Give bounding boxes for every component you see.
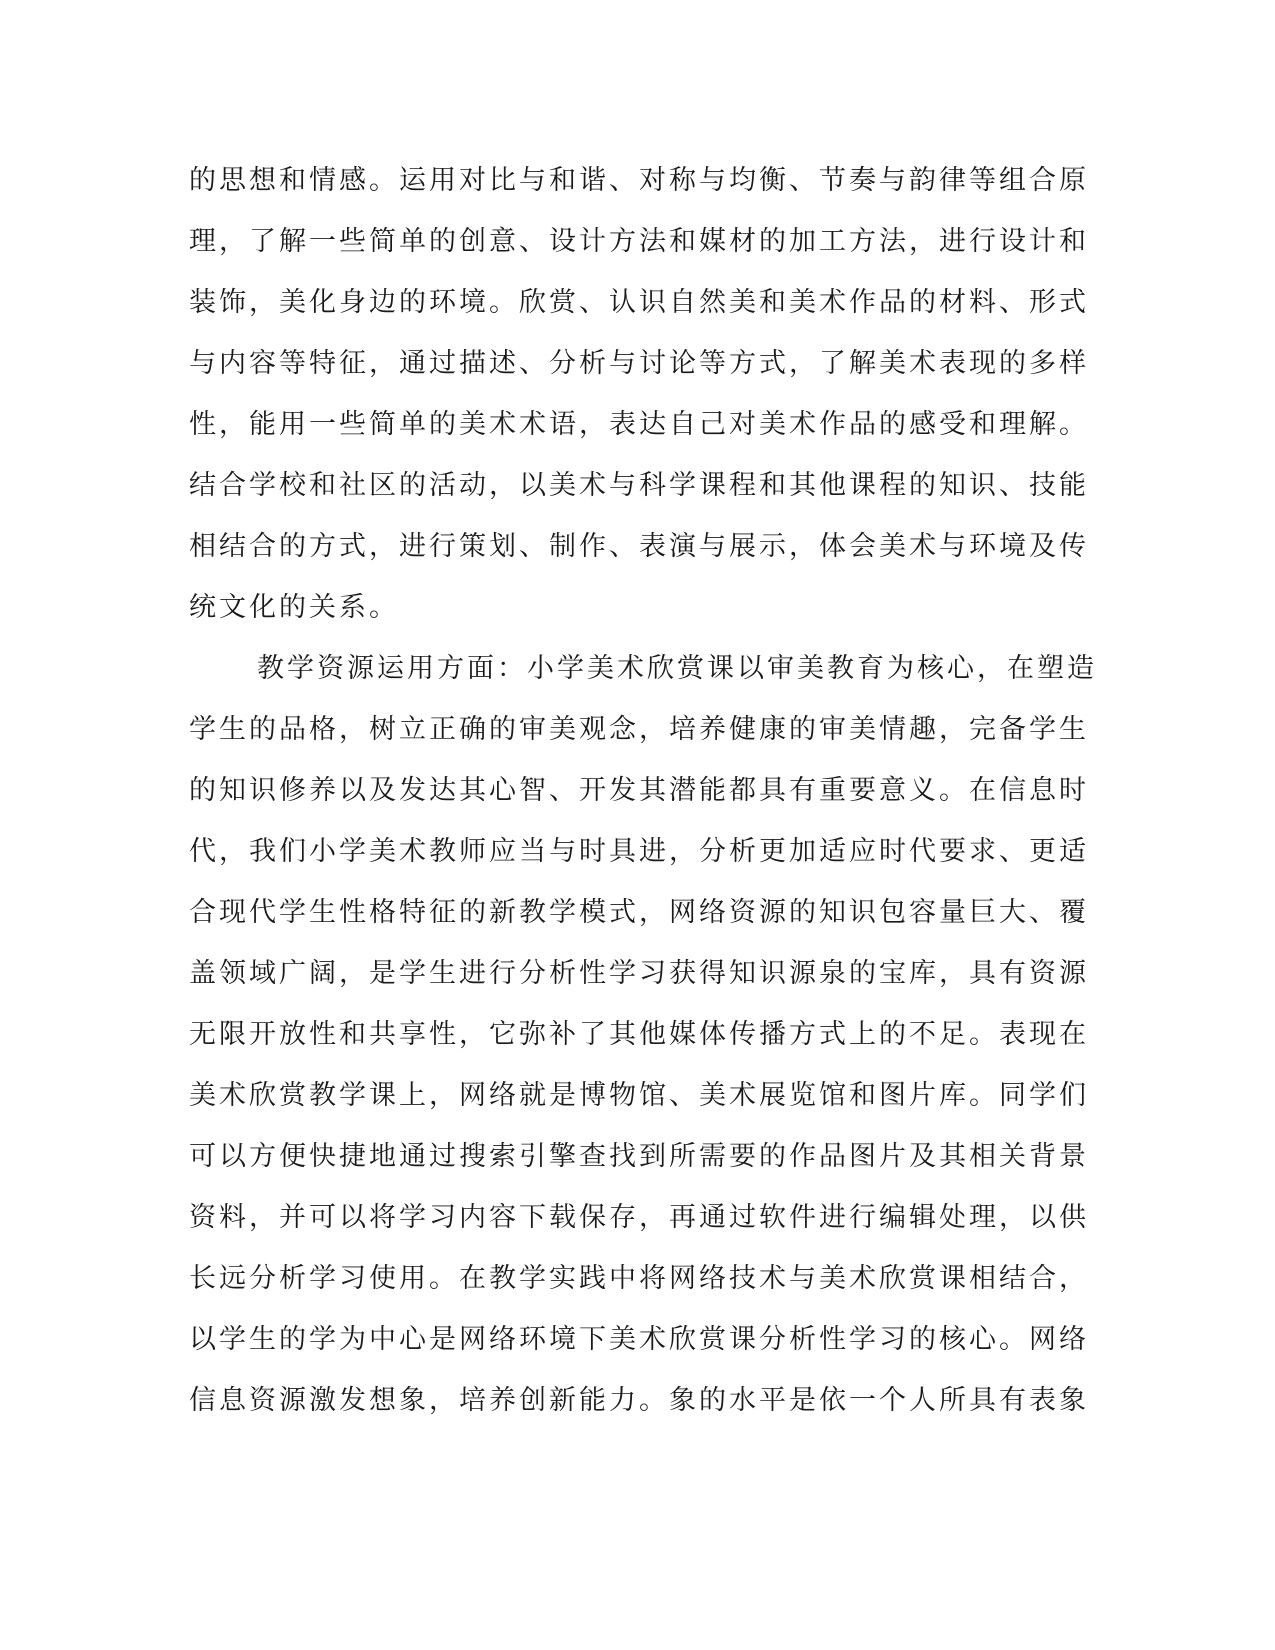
text-line: 的知识修养以及发达其心智、开发其潜能都具有重要意义。在信息时 <box>189 775 1089 806</box>
paragraph-1 <box>189 150 1089 638</box>
text-line: 长远分析学习使用。在教学实践中将网络技术与美术欣赏课相结合， <box>189 1263 1089 1294</box>
text-line: 统文化的关系。 <box>189 592 399 623</box>
text-line: 美术欣赏教学课上，网络就是博物馆、美术展览馆和图片库。同学们 <box>189 1080 1089 1111</box>
text-line: 盖领域广阔，是学生进行分析性学习获得知识源泉的宝库，具有资源 <box>189 958 1089 989</box>
paragraph-2 <box>189 638 1097 1431</box>
text-line: 与内容等特征，通过描述、分析与讨论等方式，了解美术表现的多样 <box>189 348 1089 379</box>
text-line: 教学资源运用方面：小学美术欣赏课以审美教育为核心，在塑造 <box>257 653 1097 684</box>
text-line: 合现代学生性格特征的新教学模式，网络资源的知识包容量巨大、覆 <box>189 897 1089 928</box>
text-line: 的思想和情感。运用对比与和谐、对称与均衡、节奏与韵律等组合原 <box>189 165 1089 196</box>
text-line: 相结合的方式，进行策划、制作、表演与展示，体会美术与环境及传 <box>189 531 1089 562</box>
text-line: 信息资源激发想象，培养创新能力。象的水平是依一个人所具有表象 <box>189 1385 1089 1416</box>
text-line: 代，我们小学美术教师应当与时具进，分析更加适应时代要求、更适 <box>189 836 1089 867</box>
text-line: 理，了解一些简单的创意、设计方法和媒材的加工方法，进行设计和 <box>189 226 1089 257</box>
text-line: 装饰，美化身边的环境。欣赏、认识自然美和美术作品的材料、形式 <box>189 287 1089 318</box>
body-text <box>189 150 1097 1431</box>
text-line: 无限开放性和共享性，它弥补了其他媒体传播方式上的不足。表现在 <box>189 1019 1089 1050</box>
text-line: 可以方便快捷地通过搜索引擎查找到所需要的作品图片及其相关背景 <box>189 1141 1089 1172</box>
text-line: 学生的品格，树立正确的审美观念，培养健康的审美情趣，完备学生 <box>189 714 1089 745</box>
text-line: 以学生的学为中心是网络环境下美术欣赏课分析性学习的核心。网络 <box>189 1324 1089 1355</box>
text-line: 性，能用一些简单的美术术语，表达自己对美术作品的感受和理解。 <box>189 409 1089 440</box>
text-line: 结合学校和社区的活动，以美术与科学课程和其他课程的知识、技能 <box>189 470 1089 501</box>
text-line: 资料，并可以将学习内容下载保存，再通过软件进行编辑处理，以供 <box>189 1202 1089 1233</box>
